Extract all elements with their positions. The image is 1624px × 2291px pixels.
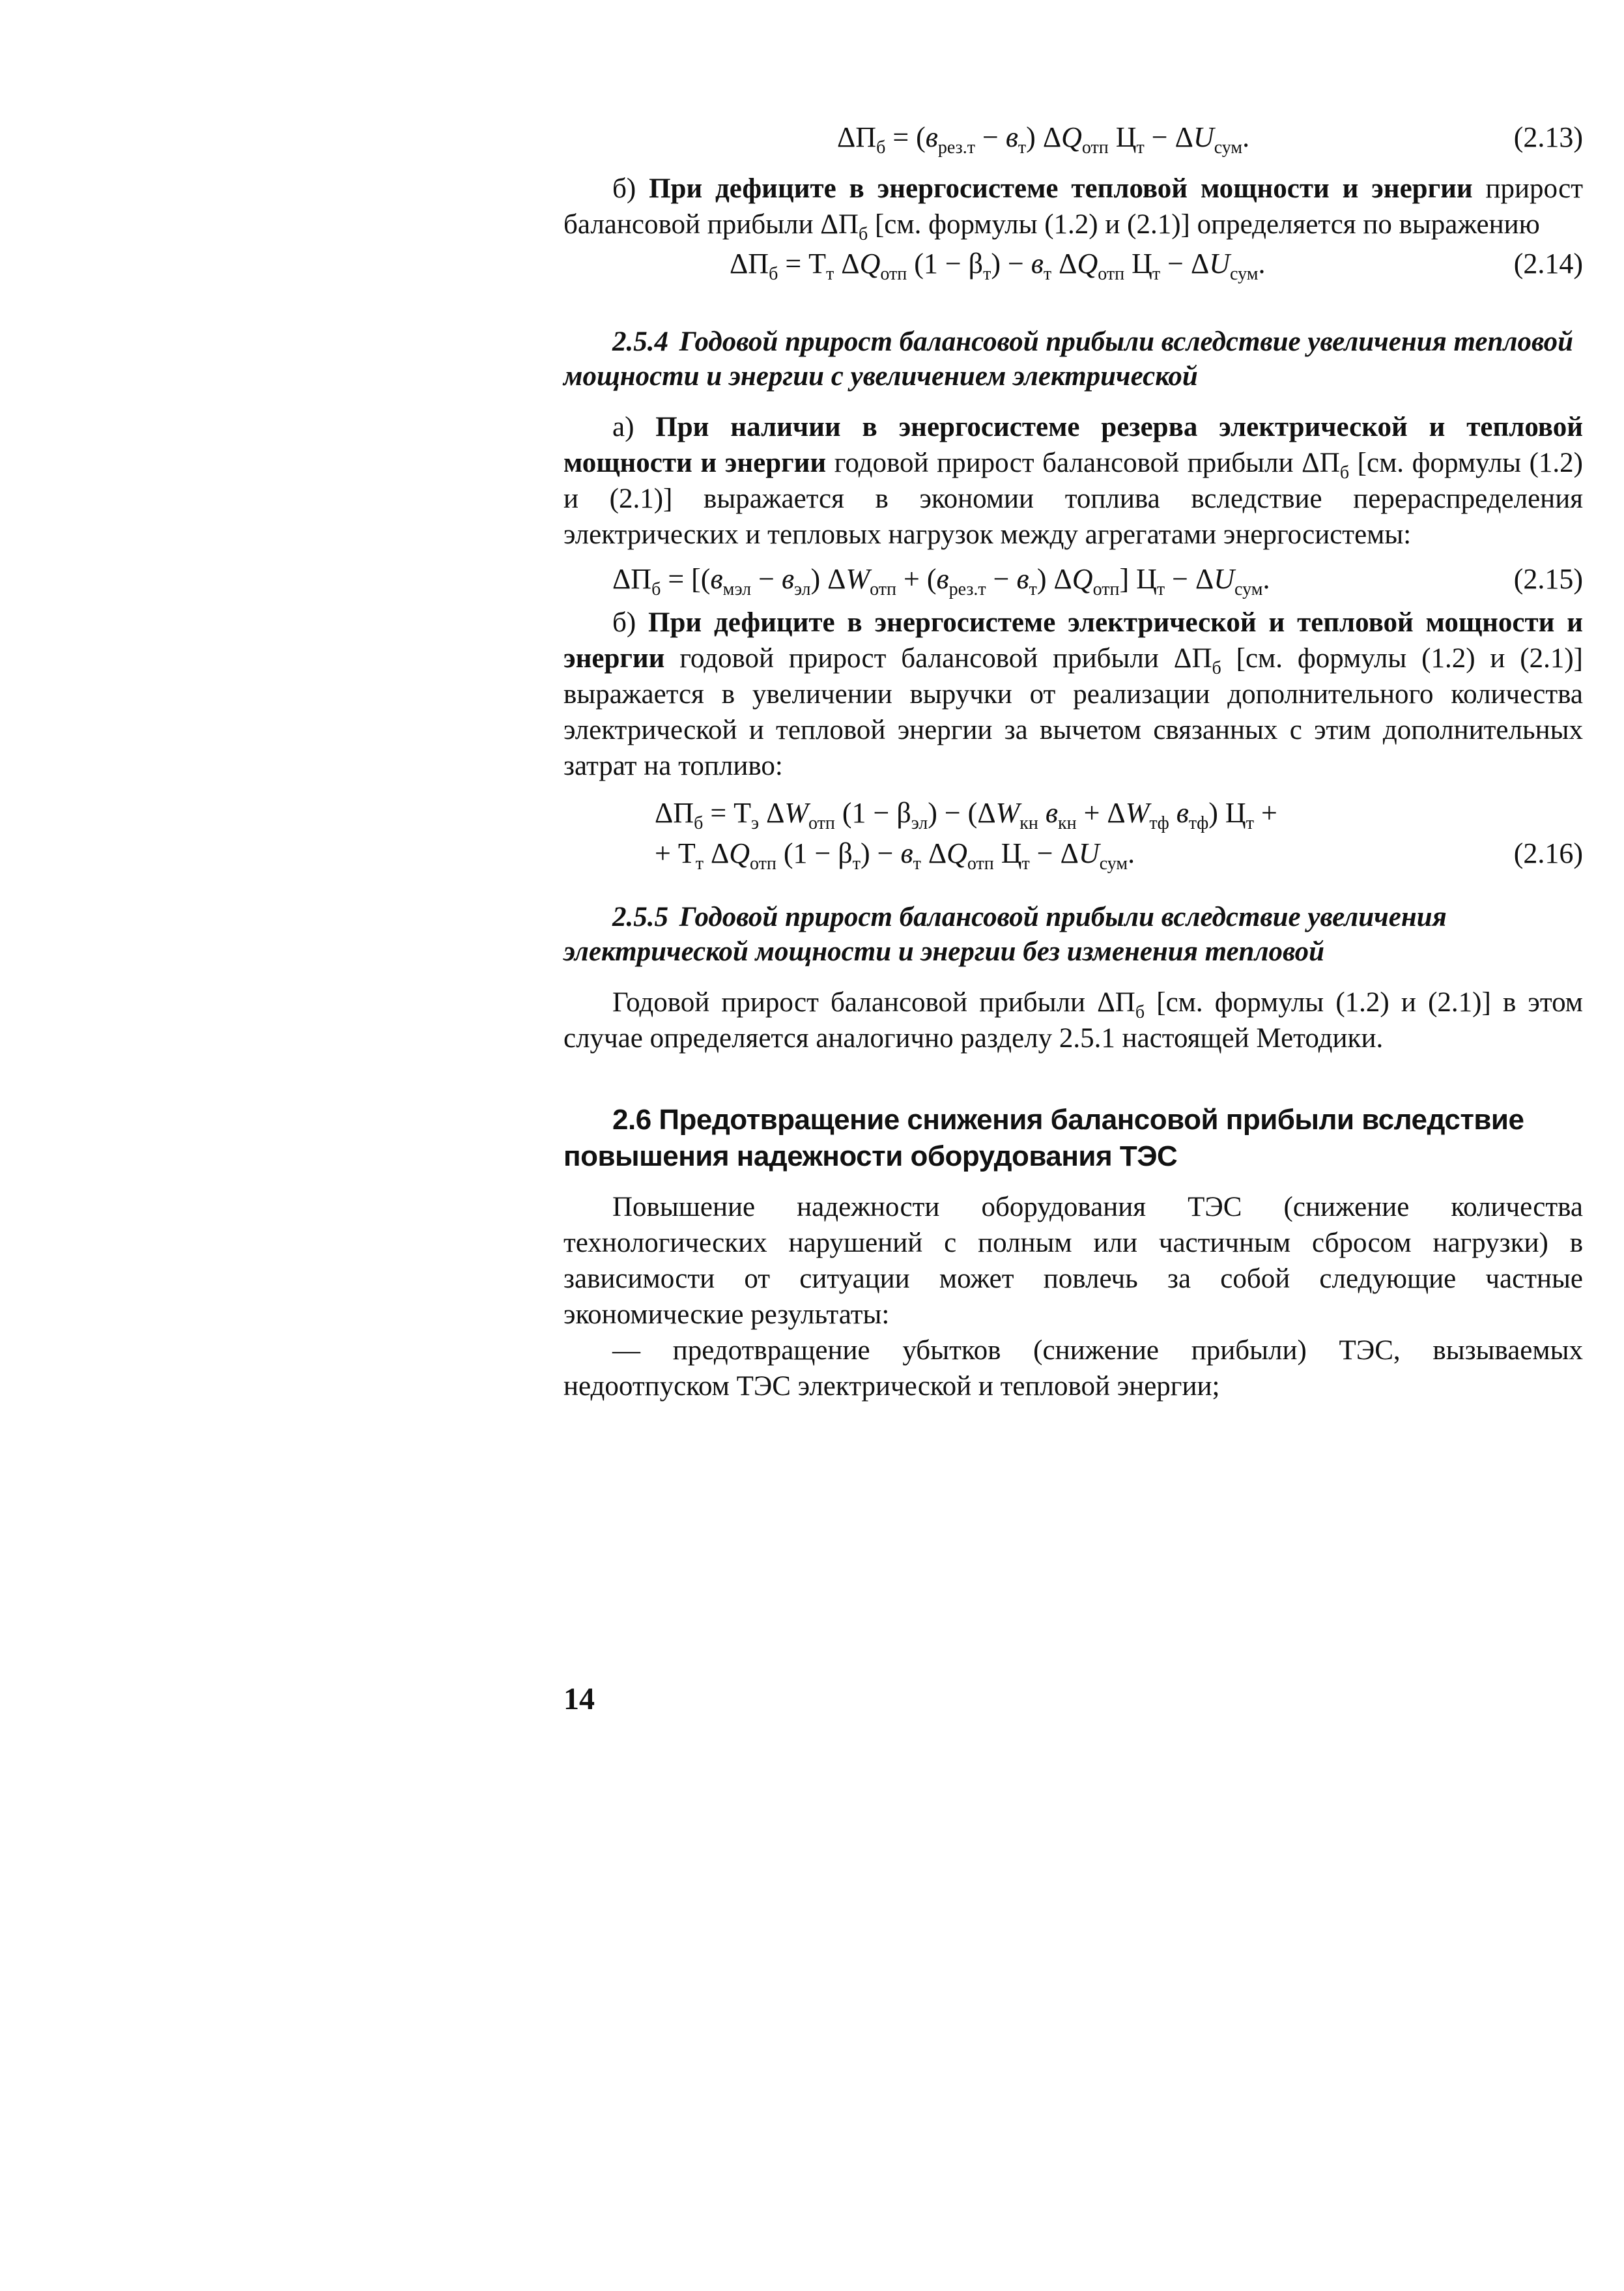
paragraph-text-continued: [см. формулы (1.2) и (2.1)] в этом случае определяется аналогично разделу 2.5.1 настоящей Методики. <box>563 987 1584 1054</box>
formula-2-15-number: (2.15) <box>1513 563 1583 595</box>
subsection-2-5-5-heading <box>563 900 1583 969</box>
paragraph-text: прирост балансовой прибыли ΔП <box>563 173 1583 240</box>
paragraph-text-continued: [см. формулы (1.2) и (2.1)] выражается в экономии топлива вследствие перераспределения электрических и тепловых нагрузок между агрегатами энергосистемы: <box>563 448 1583 550</box>
formula-2-13-expression: $\Delta П_б = (в_{рез.т} - в_т)$ $\Delta Q_{отп}$ $Ц_т - \Delta U_{сум}$. <box>837 121 1250 158</box>
paragraph-text-continued: [см. формулы (1.2) и (2.1)] определяется по выражению <box>868 209 1540 240</box>
section-2-6-heading <box>563 1102 1583 1175</box>
paragraph-a-reserve <box>563 409 1583 553</box>
paragraph-2-5-5 <box>563 985 1583 1056</box>
paragraph-bold-lead: При наличии в энергосистеме резерва электрической и тепловой мощности и энергии <box>563 412 1583 478</box>
formula-2-14-expression: $\Delta П_б = Т_т$ $\Delta Q_{отп}$ $(1 - \beta_т) - в_т$ $\Delta Q_{отп}$ $Ц_т - \Delta U_{сум}$. <box>730 248 1266 284</box>
paragraph-prefix: б) <box>612 607 649 638</box>
list-item-text: — предотвращение убытков (снижение прибыли) ТЭС, вызываемых недоотпуском ТЭС электрической и тепловой энергии; <box>563 1335 1583 1402</box>
list-item-1 <box>563 1333 1583 1404</box>
paragraph-bold-lead: При дефиците в энергосистеме электрической и тепловой мощности и энергии <box>563 607 1583 674</box>
paragraph-text: годовой прирост балансовой прибыли ΔП <box>826 448 1340 478</box>
subscript: б <box>858 224 868 244</box>
formula-2-16-line-2: + $Т_т$ $\Delta Q_{отп}$ $(1 - \beta_т) - в_т$ $\Delta Q_{отп}$ $Ц_т - \Delta U_{сум}$. <box>655 837 1135 874</box>
paragraph-2-6 <box>563 1189 1583 1333</box>
subsection-title: Годовой прирост балансовой прибыли вследствие увеличения электрической мощности и энергии без изменения тепловой <box>563 902 1447 967</box>
paragraph-text-continued: [см. формулы (1.2) и (2.1)] выражается в увеличении выручки от реализации дополнительного количества электрической и тепловой энергии за вычетом связанных с этим дополнительных затрат на топливо: <box>563 643 1583 781</box>
formula-2-14-number: (2.14) <box>1513 248 1583 280</box>
subsection-2-5-4-heading <box>563 324 1583 394</box>
subsection-number: 2.5.5 <box>612 902 668 932</box>
paragraph-b-thermal-deficit <box>563 171 1583 242</box>
subscript: б <box>1135 1002 1145 1022</box>
paragraph-prefix: б) <box>612 173 649 204</box>
formula-2-16 <box>563 793 1583 874</box>
section-title: 2.6 Предотвращение снижения балансовой прибыли вследствие повышения надежности оборудования ТЭС <box>563 1104 1524 1172</box>
paragraph-b-electric-thermal-deficit <box>563 605 1583 784</box>
paragraph-text: годовой прирост балансовой прибыли ΔП <box>664 643 1212 674</box>
paragraph-prefix: а) <box>612 412 656 442</box>
paragraph-bold-lead: При дефиците в энергосистеме тепловой мощности и энергии <box>649 173 1473 204</box>
formula-2-16-number: (2.16) <box>1513 837 1583 869</box>
formula-2-15 <box>563 559 1583 599</box>
paragraph-text: Повышение надежности оборудования ТЭС (снижение количества технологических нарушений с полным или частичным сбросом нагрузки) в зависимости от ситуации может повлечь за собой следующие частные экономические результаты: <box>563 1192 1583 1330</box>
formula-2-15-expression: $\Delta П_б = [(в_{мэл} - в_{эл}) \Delta W_{отп} + (в_{рез.т} - в_т)$ $\Delta Q_{отп}$] $Ц_т - \Delta U_{сум}$. <box>612 563 1270 599</box>
formula-2-16-line-1: $\Delta П_б = Т_э$ $\Delta W_{отп}$ $(1 - \beta_{эл}) - (\Delta W_{кн}$ $в_{кн} + \Delta W_{тф}$ $в_{тф}$) $Ц_т$ + <box>655 797 1277 833</box>
paragraph-text: Годовой прирост балансовой прибыли ΔП <box>612 987 1135 1018</box>
subscript: б <box>1339 463 1350 483</box>
page-content <box>563 117 1583 1404</box>
subsection-title: Годовой прирост балансовой прибыли вследствие увеличения тепловой мощности и энергии с увеличением электрической <box>563 326 1574 392</box>
page-number: 14 <box>563 1682 595 1716</box>
subsection-number: 2.5.4 <box>612 326 668 357</box>
formula-2-14 <box>563 244 1583 284</box>
subscript: б <box>1212 658 1221 678</box>
formula-2-13 <box>563 117 1583 158</box>
formula-2-13-number: (2.13) <box>1513 121 1583 153</box>
